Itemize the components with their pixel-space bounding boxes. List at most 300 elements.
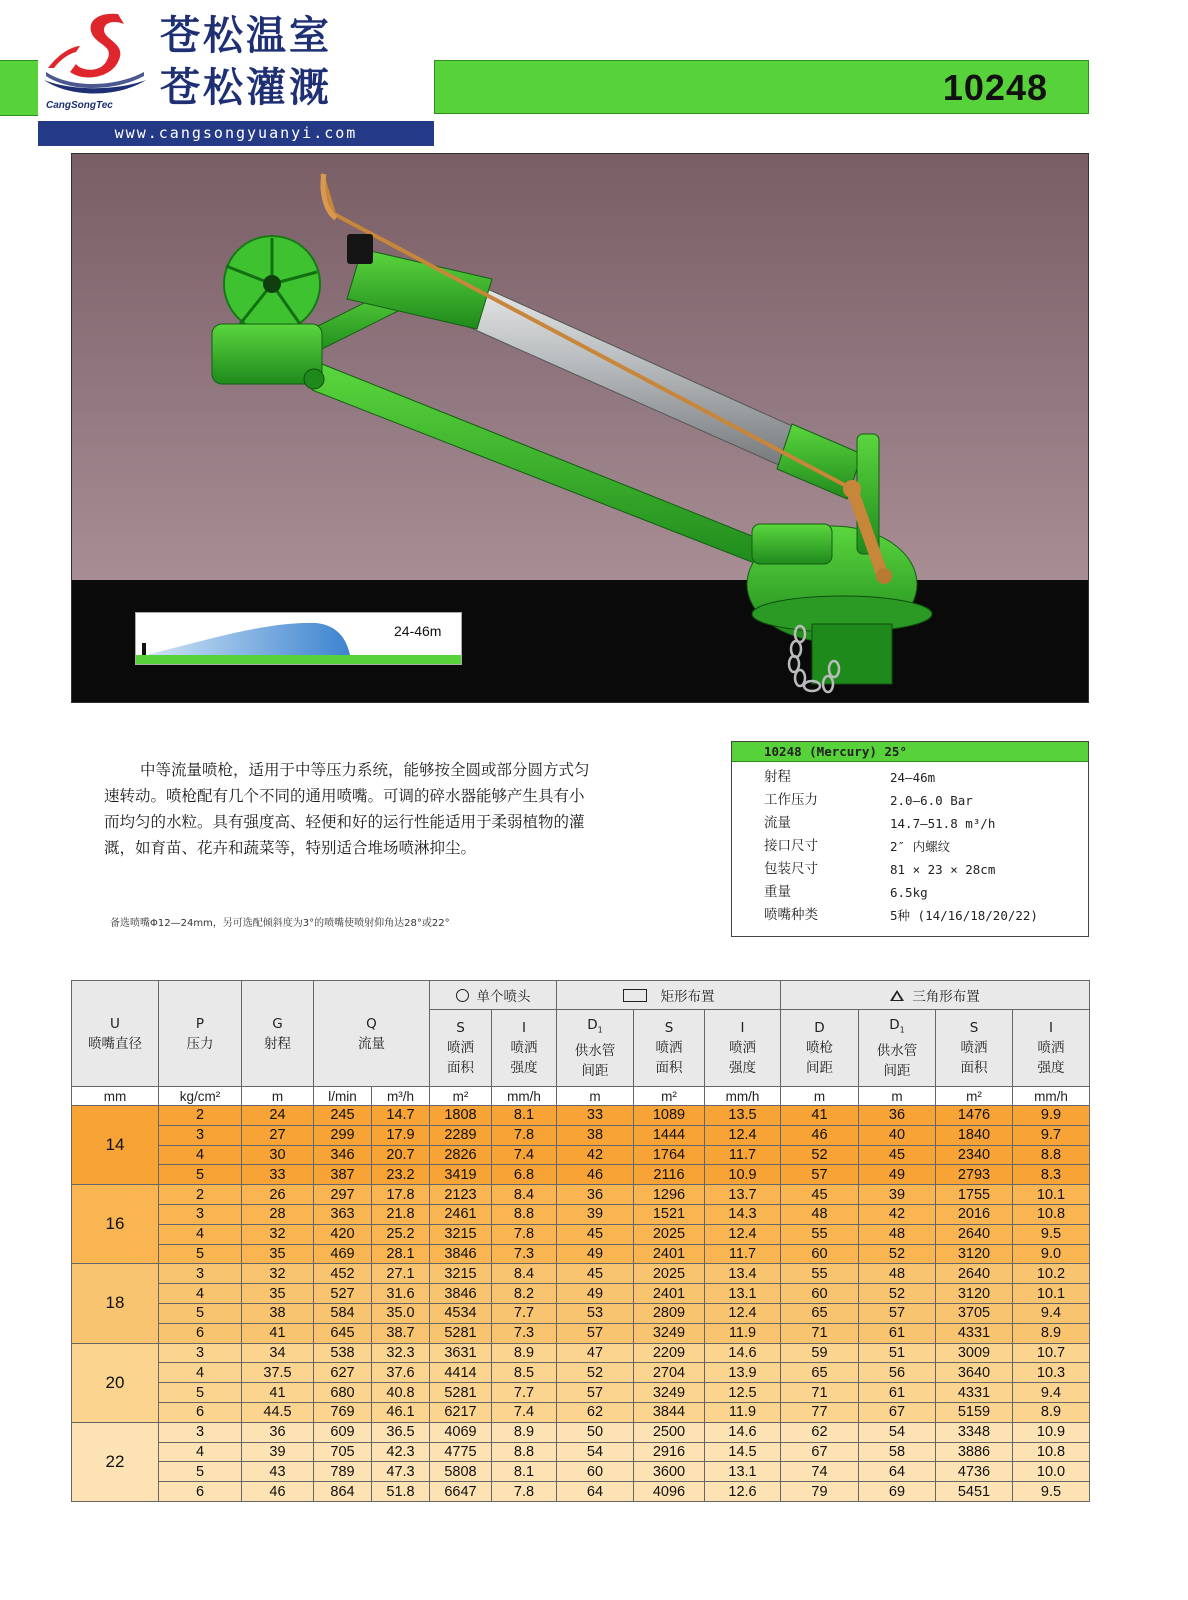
table-cell: 8.9 [1013,1323,1090,1343]
group-label: 单个喷头 [476,989,531,1005]
table-cell: 769 [314,1402,372,1422]
col-header-pipe-spacing-tri [859,1010,936,1087]
table-cell: 25.2 [372,1224,430,1244]
spec-label: 流量 [764,815,791,831]
table-cell: 2916 [634,1442,705,1462]
brand-title-greenhouse: 苍松温室 [160,13,332,59]
table-cell: 52 [859,1244,936,1264]
table-cell: 62 [557,1402,634,1422]
table-cell: 8.5 [492,1363,557,1383]
table-cell: 420 [314,1224,372,1244]
table-cell: 46 [781,1125,859,1145]
table-cell: 57 [557,1383,634,1403]
table-cell: 26 [242,1185,314,1205]
table-cell: 2461 [430,1204,492,1224]
spec-value: 14.7—51.8 m³/h [890,816,996,831]
col-label: 喷洒 [447,1040,474,1056]
spec-value: 2″ 内螺纹 [890,839,951,854]
table-cell: 48 [781,1204,859,1224]
table-cell: 38.7 [372,1323,430,1343]
table-cell: 2704 [634,1363,705,1383]
table-cell: 7.3 [492,1323,557,1343]
table-cell: 14.7 [372,1106,430,1126]
table-cell: 60 [557,1462,634,1482]
col-header-nozzle-diameter [72,981,159,1087]
table-row [72,1204,1090,1224]
table-cell: 48 [859,1224,936,1244]
table-row [72,1343,1090,1363]
table-cell: 3846 [430,1244,492,1264]
table-cell: 2123 [430,1185,492,1205]
table-cell: 584 [314,1303,372,1323]
table-cell: 24 [242,1106,314,1126]
table-row [72,1125,1090,1145]
table-cell: 1476 [936,1106,1013,1126]
table-cell: 789 [314,1462,372,1482]
table-cell: 346 [314,1145,372,1165]
throw-range-diagram [135,612,462,665]
table-cell: 2500 [634,1422,705,1442]
table-cell: 2809 [634,1303,705,1323]
table-cell: 51.8 [372,1482,430,1502]
col-label: 间距 [581,1062,609,1079]
table-cell: 20.7 [372,1145,430,1165]
spec-value: 5种 (14/16/18/20/22) [890,908,1038,923]
table-cell: 60 [781,1284,859,1304]
table-row [72,1145,1090,1165]
table-cell: 3249 [634,1383,705,1403]
spec-label: 重量 [764,884,791,900]
table-cell: 6 [159,1482,242,1502]
table-cell: 5451 [936,1482,1013,1502]
table-cell: 4331 [936,1383,1013,1403]
table-cell: 7.7 [492,1383,557,1403]
spec-value: 2.0—6.0 Bar [890,793,973,808]
table-row [72,1224,1090,1244]
table-cell: 28 [242,1204,314,1224]
spec-label: 包装尺寸 [764,861,818,877]
table-cell: 11.9 [705,1323,781,1343]
table-cell: 8.1 [492,1462,557,1482]
table-cell: 41 [781,1106,859,1126]
unit-cell: m [242,1087,314,1106]
col-label: 强度 [510,1060,538,1076]
col-symbol: D [814,1020,825,1036]
table-cell: 32.3 [372,1343,430,1363]
table-cell: 71 [781,1383,859,1403]
table-cell: 61 [859,1383,936,1403]
spec-label: 射程 [764,769,791,785]
table-cell: 52 [859,1284,936,1304]
unit-cell: m² [430,1087,492,1106]
table-cell: 47.3 [372,1462,430,1482]
table-cell: 32 [242,1224,314,1244]
table-cell: 35.0 [372,1303,430,1323]
table-cell: 33 [242,1165,314,1185]
group-label: 矩形布置 [660,989,715,1005]
table-cell: 10.1 [1013,1284,1090,1304]
table-cell: 27.1 [372,1264,430,1284]
table-cell: 36 [859,1106,936,1126]
table-cell: 50 [557,1422,634,1442]
table-cell: 4 [159,1442,242,1462]
table-cell: 67 [859,1402,936,1422]
table-cell: 62 [781,1422,859,1442]
table-cell: 8.4 [492,1264,557,1284]
table-cell: 3348 [936,1422,1013,1442]
table-cell: 54 [859,1422,936,1442]
col-label: 间距 [883,1062,911,1079]
col-header-intensity-rect [705,1010,781,1087]
table-cell: 645 [314,1323,372,1343]
table-cell: 2209 [634,1343,705,1363]
table-cell: 4 [159,1145,242,1165]
table-cell: 2289 [430,1125,492,1145]
unit-cell: m² [634,1087,705,1106]
spec-row-package [732,858,1088,881]
table-cell: 52 [781,1145,859,1165]
table-cell: 4414 [430,1363,492,1383]
table-cell: 5 [159,1462,242,1482]
table-cell: 39 [557,1204,634,1224]
table-cell: 8.9 [1013,1402,1090,1422]
table-cell: 2401 [634,1244,705,1264]
spec-row-weight [732,881,1088,904]
table-cell: 45 [557,1224,634,1244]
table-cell: 14.6 [705,1422,781,1442]
spec-label: 工作压力 [764,792,818,808]
table-cell: 6647 [430,1482,492,1502]
table-cell: 8.3 [1013,1165,1090,1185]
table-row [72,1284,1090,1304]
table-cell: 42 [859,1204,936,1224]
table-cell: 5808 [430,1462,492,1482]
table-cell: 10.1 [1013,1185,1090,1205]
table-cell: 6217 [430,1402,492,1422]
table-cell: 65 [781,1363,859,1383]
table-cell: 4 [159,1284,242,1304]
table-cell: 13.1 [705,1284,781,1304]
col-header-intensity-tri [1013,1010,1090,1087]
table-cell: 36 [242,1422,314,1442]
performance-table [71,980,1090,1502]
nozzle-footnote: 备选喷嘴Φ12—24mm，另可选配倾斜度为3°的喷嘴使喷射仰角达28°或22° [110,918,450,929]
unit-cell: m² [936,1087,1013,1106]
col-label: 喷洒 [510,1040,538,1056]
table-cell: 21.8 [372,1204,430,1224]
table-cell: 4 [159,1224,242,1244]
table-cell: 10.9 [1013,1422,1090,1442]
table-cell: 3419 [430,1165,492,1185]
table-cell: 1808 [430,1106,492,1126]
unit-cell: mm/h [705,1087,781,1106]
table-cell: 527 [314,1284,372,1304]
table-cell: 1764 [634,1145,705,1165]
unit-cell: mm [72,1087,159,1106]
table-cell: 74 [781,1462,859,1482]
table-cell: 11.7 [705,1145,781,1165]
table-cell: 4 [159,1363,242,1383]
table-cell: 10.9 [705,1165,781,1185]
nozzle-size-cell: 14 [72,1106,159,1185]
table-cell: 30 [242,1145,314,1165]
table-cell: 59 [781,1343,859,1363]
table-cell: 1296 [634,1185,705,1205]
table-cell: 2793 [936,1165,1013,1185]
table-cell: 51 [859,1343,936,1363]
col-label: 喷嘴直径 [88,1035,142,1052]
table-cell: 9.7 [1013,1125,1090,1145]
table-cell: 12.6 [705,1482,781,1502]
col-label: 喷枪 [806,1040,833,1056]
nozzle-size-cell: 18 [72,1264,159,1343]
table-cell: 2340 [936,1145,1013,1165]
circle-icon [456,989,469,1002]
table-cell: 46 [242,1482,314,1502]
table-cell: 8.9 [492,1343,557,1363]
table-cell: 1444 [634,1125,705,1145]
col-header-pressure [159,981,242,1087]
table-cell: 38 [242,1303,314,1323]
table-cell: 42.3 [372,1442,430,1462]
table-row [72,1244,1090,1264]
table-cell: 3846 [430,1284,492,1304]
col-label: 面积 [655,1060,683,1076]
table-cell: 7.8 [492,1125,557,1145]
table-cell: 7.8 [492,1224,557,1244]
triangle-icon [890,990,904,1001]
header-green-bar [434,60,1089,114]
table-cell: 3120 [936,1284,1013,1304]
group-header-triangular [781,981,1090,1010]
nozzle-size-cell: 16 [72,1185,159,1264]
group-header-single [430,981,557,1010]
table-cell: 1089 [634,1106,705,1126]
logo-subtext: CangSongTec [46,100,113,111]
table-row [72,1442,1090,1462]
col-label: 压力 [186,1035,214,1052]
table-cell: 60 [781,1244,859,1264]
table-row [72,1185,1090,1205]
table-cell: 13.9 [705,1363,781,1383]
group-label: 三角形布置 [912,989,980,1005]
spec-value: 24—46m [890,770,936,785]
table-cell: 10.7 [1013,1343,1090,1363]
col-label: 强度 [729,1060,756,1076]
table-row [72,1482,1090,1502]
table-cell: 43 [242,1462,314,1482]
col-symbol: Q [366,1015,377,1032]
table-cell: 54 [557,1442,634,1462]
table-cell: 14.6 [705,1343,781,1363]
table-cell: 52 [557,1363,634,1383]
table-cell: 12.4 [705,1303,781,1323]
table-cell: 65 [781,1303,859,1323]
table-cell: 32 [242,1264,314,1284]
table-cell: 2826 [430,1145,492,1165]
table-cell: 44.5 [242,1402,314,1422]
table-cell: 79 [781,1482,859,1502]
table-cell: 6 [159,1402,242,1422]
table-cell: 36.5 [372,1422,430,1442]
table-cell: 680 [314,1383,372,1403]
table-cell: 57 [557,1323,634,1343]
table-cell: 11.7 [705,1244,781,1264]
performance-table-wrap [71,980,1089,1502]
table-cell: 64 [859,1462,936,1482]
unit-cell: m [781,1087,859,1106]
spec-row-flow [732,812,1088,835]
table-cell: 245 [314,1106,372,1126]
table-cell: 10.8 [1013,1204,1090,1224]
table-row [72,1422,1090,1442]
table-cell: 1521 [634,1204,705,1224]
col-subscript: 1 [899,1025,905,1035]
spec-row-nozzles [732,904,1088,927]
nozzle-size-cell: 22 [72,1422,159,1501]
col-symbol: D [587,1017,598,1034]
table-cell: 35 [242,1284,314,1304]
rectangle-icon [623,989,647,1002]
spec-row-range [732,766,1088,789]
table-cell: 3 [159,1343,242,1363]
unit-cell: mm/h [492,1087,557,1106]
table-cell: 40 [859,1125,936,1145]
units-row [72,1087,1090,1106]
col-label: 供水管 [876,1042,918,1059]
table-cell: 77 [781,1402,859,1422]
table-cell: 627 [314,1363,372,1383]
table-cell: 58 [859,1442,936,1462]
col-header-area-tri [936,1010,1013,1087]
col-symbol: S [969,1020,979,1036]
table-cell: 3249 [634,1323,705,1343]
table-cell: 13.1 [705,1462,781,1482]
table-cell: 4534 [430,1303,492,1323]
col-symbol: S [456,1020,465,1036]
table-cell: 387 [314,1165,372,1185]
spec-row-pressure [732,789,1088,812]
col-header-area-rect [634,1010,705,1087]
table-cell: 49 [859,1165,936,1185]
table-cell: 57 [781,1165,859,1185]
table-cell: 28.1 [372,1244,430,1264]
table-cell: 41 [242,1323,314,1343]
table-cell: 3886 [936,1442,1013,1462]
throw-range-label: 24-46m [394,623,442,639]
header-green-bar-left [0,60,38,116]
table-cell: 299 [314,1125,372,1145]
table-cell: 3640 [936,1363,1013,1383]
table-cell: 45 [859,1145,936,1165]
table-cell: 864 [314,1482,372,1502]
table-cell: 45 [781,1185,859,1205]
col-symbol: U [110,1015,120,1032]
table-cell: 8.4 [492,1185,557,1205]
col-label: 喷洒 [1037,1040,1065,1056]
table-cell: 9.0 [1013,1244,1090,1264]
table-cell: 3 [159,1422,242,1442]
table-cell: 4736 [936,1462,1013,1482]
table-cell: 2 [159,1106,242,1126]
table-cell: 3600 [634,1462,705,1482]
table-cell: 64 [557,1482,634,1502]
spec-label: 接口尺寸 [764,838,818,854]
table-cell: 5 [159,1244,242,1264]
col-label: 射程 [264,1035,291,1052]
table-cell: 9.4 [1013,1383,1090,1403]
table-cell: 7.4 [492,1145,557,1165]
table-cell: 452 [314,1264,372,1284]
website-url[interactable]: www.cangsongyuanyi.com [38,121,434,146]
col-symbol: I [740,1020,745,1036]
col-label: 喷洒 [655,1040,683,1056]
table-cell: 46.1 [372,1402,430,1422]
col-label: 喷洒 [960,1040,988,1056]
table-cell: 3215 [430,1224,492,1244]
unit-cell: kg/cm² [159,1087,242,1106]
table-cell: 2116 [634,1165,705,1185]
table-cell: 5281 [430,1383,492,1403]
table-cell: 71 [781,1323,859,1343]
table-cell: 27 [242,1125,314,1145]
table-cell: 39 [242,1442,314,1462]
table-cell: 3844 [634,1402,705,1422]
table-cell: 55 [781,1264,859,1284]
col-header-gun-spacing-tri [781,1010,859,1087]
table-cell: 5281 [430,1323,492,1343]
table-cell: 7.3 [492,1244,557,1264]
table-cell: 13.5 [705,1106,781,1126]
table-row [72,1264,1090,1284]
table-cell: 45 [557,1264,634,1284]
col-symbol: I [1049,1020,1053,1036]
table-cell: 3631 [430,1343,492,1363]
table-cell: 9.5 [1013,1482,1090,1502]
col-label: 流量 [358,1035,385,1052]
table-cell: 4331 [936,1323,1013,1343]
table-row [72,1323,1090,1343]
col-symbol: G [272,1015,283,1032]
cangsong-logo-icon [40,6,150,106]
table-cell: 41 [242,1383,314,1403]
table-cell: 67 [781,1442,859,1462]
table-cell: 10.2 [1013,1264,1090,1284]
table-cell: 538 [314,1343,372,1363]
table-cell: 8.1 [492,1106,557,1126]
table-cell: 53 [557,1303,634,1323]
table-cell: 42 [557,1145,634,1165]
col-label: 喷洒 [729,1040,756,1056]
unit-cell: m³/h [372,1087,430,1106]
table-cell: 37.6 [372,1363,430,1383]
table-cell: 38 [557,1125,634,1145]
spec-label: 喷嘴种类 [764,907,818,923]
table-cell: 8.8 [1013,1145,1090,1165]
col-label: 面积 [447,1060,474,1076]
table-cell: 14.5 [705,1442,781,1462]
table-cell: 2 [159,1185,242,1205]
table-cell: 37.5 [242,1363,314,1383]
col-header-area-single [430,1010,492,1087]
col-label: 面积 [960,1060,988,1076]
table-row [72,1462,1090,1482]
table-cell: 9.4 [1013,1303,1090,1323]
col-header-intensity-single [492,1010,557,1087]
unit-cell: l/min [314,1087,372,1106]
col-symbol: I [522,1020,526,1036]
table-cell: 12.4 [705,1224,781,1244]
